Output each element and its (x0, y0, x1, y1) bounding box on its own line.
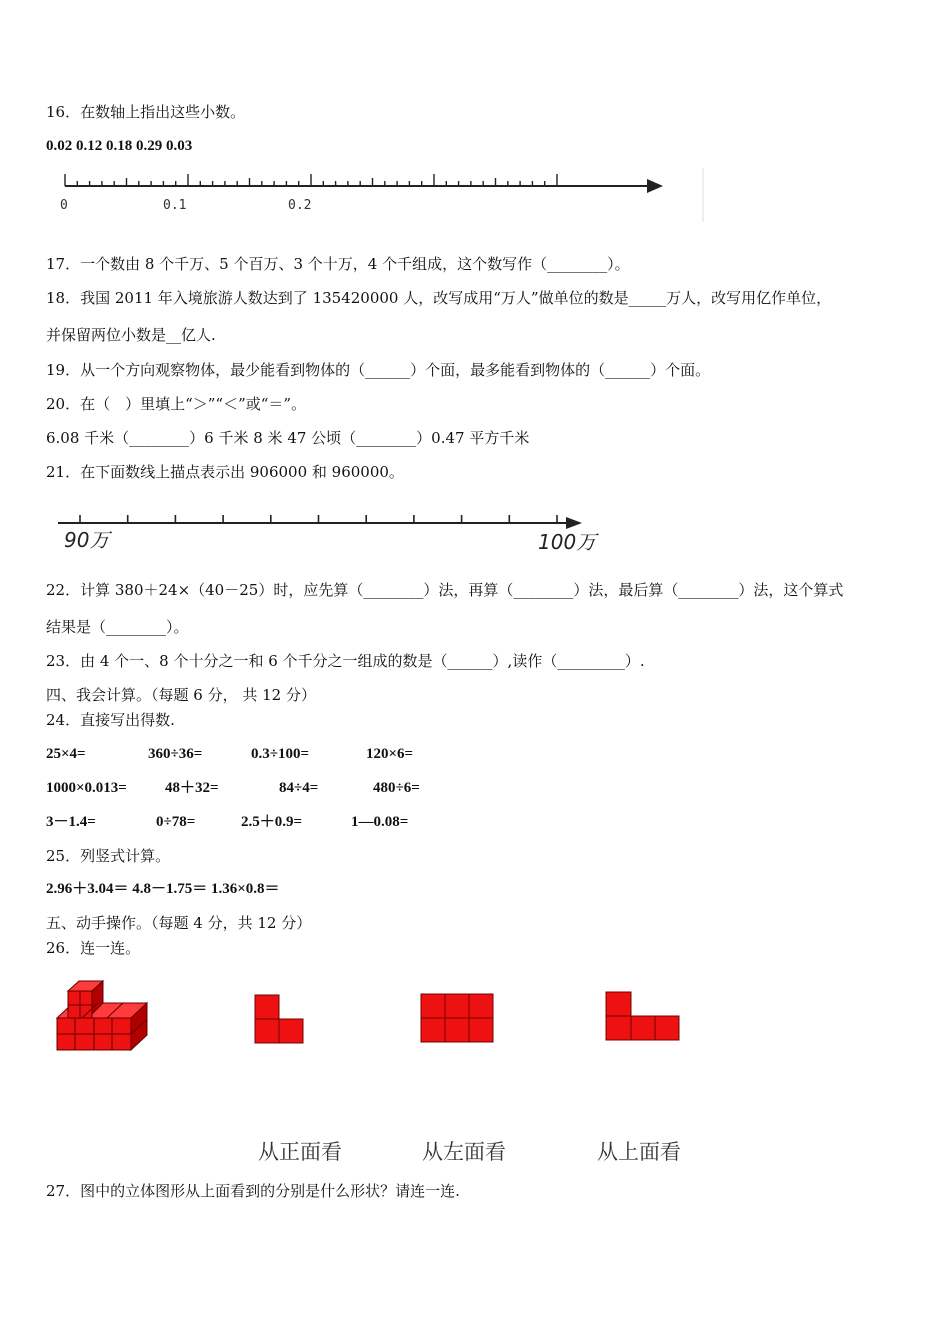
number-line-decimal (55, 166, 715, 226)
question-25: 25．列竖式计算。 (46, 847, 171, 865)
axis-label-0.2: 0.2 (288, 198, 312, 213)
calc-r3-c1: 3－1.4= (46, 814, 96, 830)
question-22-line1: 22．计算 380＋24×（40－25）时，应先算（________）法，再算（________）法，最后算（________）法，这个算式 (46, 581, 844, 599)
question-22-line2: 结果是（________）。 (46, 618, 189, 636)
calc-r1-c4: 120×6= (366, 746, 414, 762)
calc-r3-c4: 1—0.08= (351, 814, 409, 830)
calc-r2-c2: 48＋32= (165, 780, 219, 796)
calc-r1-c1: 25×4= (46, 746, 86, 762)
label-left-view: 从左面看 (422, 1140, 506, 1164)
calc-r2-c1: 1000×0.013= (46, 780, 127, 796)
question-27: 27．图中的立体图形从上面看到的分别是什么形状？请连一连. (46, 1182, 460, 1200)
section-5-title: 五、动手操作。（每题 4 分，共 12 分） (46, 914, 312, 932)
axis-label-0.1: 0.1 (163, 198, 187, 213)
question-19: 19．从一个方向观察物体，最少能看到物体的（______）个面，最多能看到物体的（______）个面。 (46, 361, 711, 379)
question-18-line2: 并保留两位小数是__亿人. (46, 326, 216, 344)
question-21: 21．在下面数线上描点表示出 906000 和 960000。 (46, 463, 404, 481)
cube-solid-figure (52, 978, 152, 1054)
view-shape-l-small (254, 994, 306, 1046)
q20-items: 6.08 千米（________）6 千米 8 米 47 公顷（________）0.47 平方千米 (46, 429, 530, 447)
section-4-title: 四、我会计算。（每题 6 分， 共 12 分） (46, 686, 316, 704)
question-20: 20．在（ ）里填上“＞”“＜”或“＝”。 (46, 395, 307, 413)
question-16: 16．在数轴上指出这些小数。 (46, 103, 246, 121)
label-top-view: 从上面看 (597, 1140, 681, 1164)
question-18-line1: 18．我国 2011 年入境旅游人数达到了 135420000 人，改写成用“万人”做单位的数是_____万人，改写用亿作单位， (46, 289, 832, 307)
question-17: 17．一个数由 8 个千万、5 个百万、3 个十万，4 个千组成，这个数写作（________）。 (46, 255, 630, 273)
q16-values: 0.02 0.12 0.18 0.29 0.03 (46, 138, 193, 154)
calc-r2-c3: 84÷4= (279, 780, 319, 796)
number-line-arrow (566, 517, 582, 529)
q25-items: 2.96＋3.04＝ 4.8－1.75＝ 1.36×0.8＝ (46, 881, 280, 897)
start-label: 90万 (64, 528, 110, 552)
question-23: 23．由 4 个一、8 个十分之一和 6 个千分之一组成的数是（______）,读作（_________）. (46, 652, 645, 670)
calc-r3-c3: 2.5＋0.9= (241, 814, 303, 830)
number-line-arrow (647, 179, 663, 193)
label-front-view: 从正面看 (258, 1140, 342, 1164)
view-shape-rectangle (420, 993, 496, 1045)
question-24: 24．直接写出得数. (46, 711, 175, 729)
calc-r1-c3: 0.3÷100= (251, 746, 310, 762)
question-26: 26．连一连。 (46, 939, 141, 957)
calc-r2-c4: 480÷6= (373, 780, 420, 796)
calc-r3-c2: 0÷78= (156, 814, 196, 830)
calc-r1-c2: 360÷36= (148, 746, 203, 762)
end-label: 100万 (538, 530, 597, 554)
number-line-wan (50, 505, 600, 560)
view-shape-l-wide (605, 991, 683, 1043)
axis-label-0: 0 (60, 198, 68, 213)
